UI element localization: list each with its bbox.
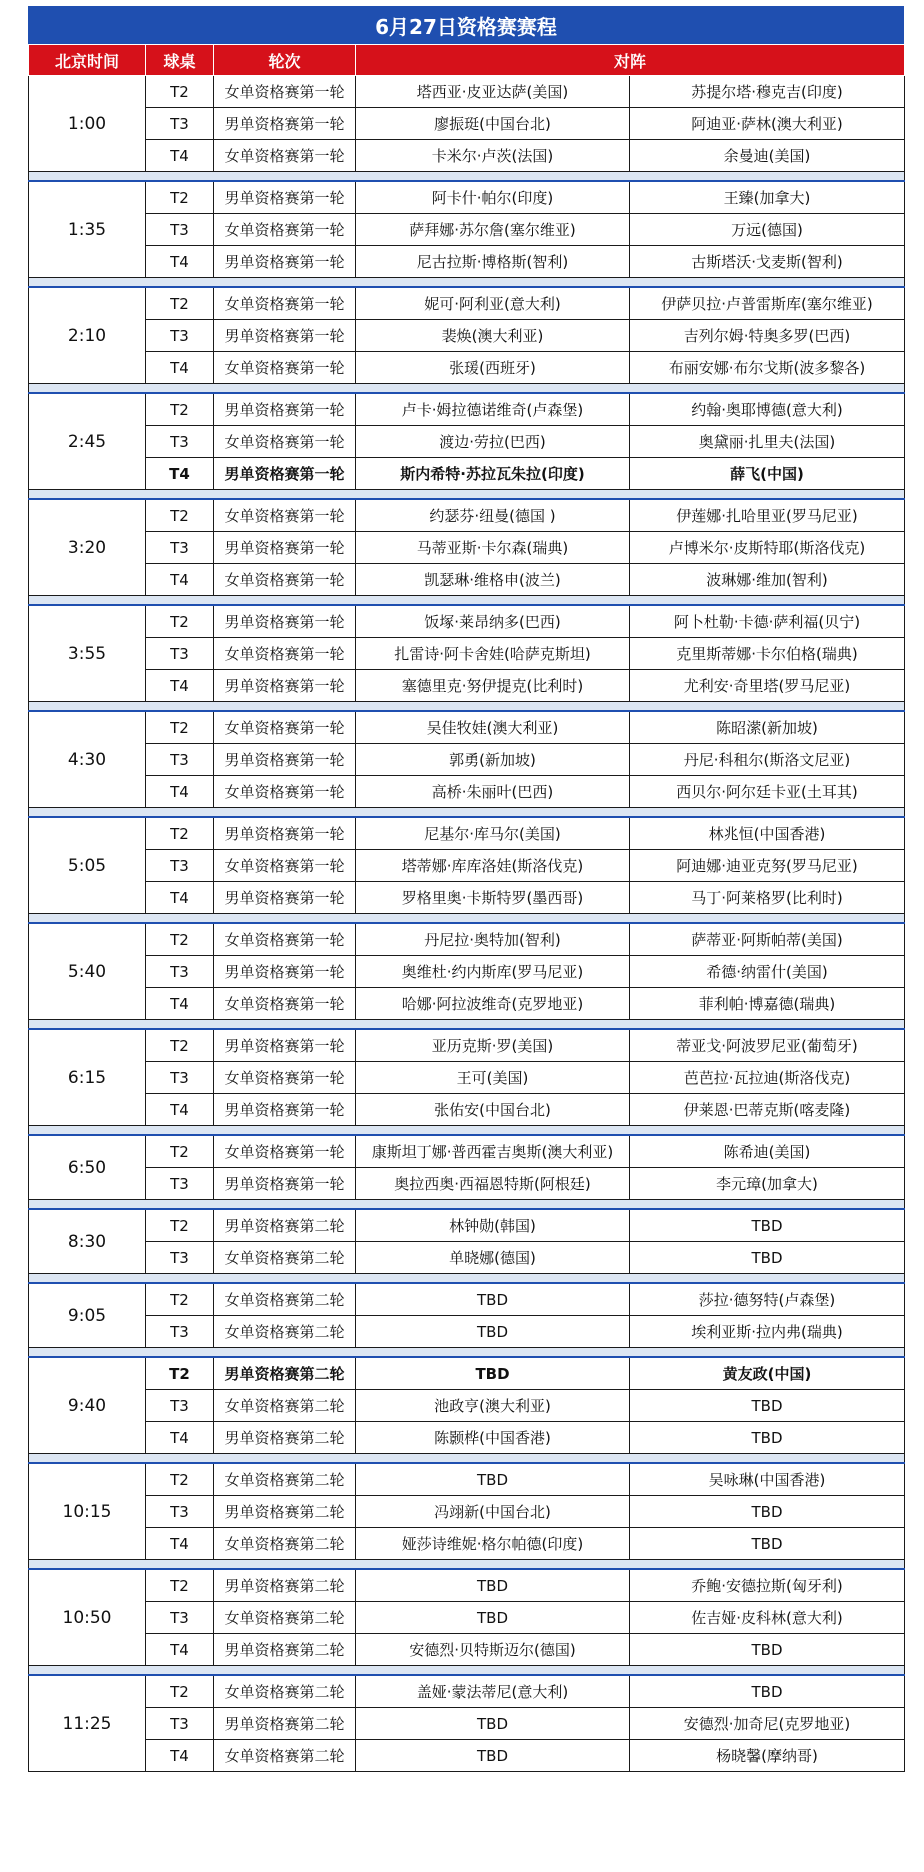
header-table: 球桌 (146, 45, 214, 76)
table-row (29, 850, 905, 882)
table-cell: T2 (146, 1569, 214, 1602)
round-cell: 女单资格赛第一轮 (214, 76, 356, 108)
player1-cell: 盖娅·蒙法蒂尼(意大利) (356, 1675, 630, 1708)
round-cell: 男单资格赛第二轮 (214, 1708, 356, 1740)
player1-cell: 塔西亚·皮亚达萨(美国) (356, 76, 630, 108)
player1-cell: TBD (356, 1708, 630, 1740)
table-row (29, 564, 905, 596)
slot-separator (29, 172, 905, 182)
round-cell: 女单资格赛第一轮 (214, 1135, 356, 1168)
table-row (29, 320, 905, 352)
player2-cell: 马丁·阿莱格罗(比利时) (630, 882, 905, 914)
player2-cell: 陈昭潆(新加坡) (630, 711, 905, 744)
table-cell: T4 (146, 1422, 214, 1454)
table-cell: T3 (146, 1242, 214, 1274)
player1-cell: 马蒂亚斯·卡尔森(瑞典) (356, 532, 630, 564)
player2-cell: 吴咏琳(中国香港) (630, 1463, 905, 1496)
table-cell: T4 (146, 1528, 214, 1560)
player2-cell: 萨蒂亚·阿斯帕蒂(美国) (630, 923, 905, 956)
round-cell: 男单资格赛第一轮 (214, 956, 356, 988)
table-cell: T2 (146, 499, 214, 532)
round-cell: 女单资格赛第一轮 (214, 638, 356, 670)
round-cell: 男单资格赛第一轮 (214, 532, 356, 564)
table-cell: T3 (146, 638, 214, 670)
player1-cell: 奥拉西奥·西福恩特斯(阿根廷) (356, 1168, 630, 1200)
round-cell: 男单资格赛第一轮 (214, 744, 356, 776)
table-row (29, 1528, 905, 1560)
table-cell: T4 (146, 988, 214, 1020)
player1-cell: 扎雷诗·阿卡舍娃(哈萨克斯坦) (356, 638, 630, 670)
slot-separator (29, 1454, 905, 1464)
round-cell: 男单资格赛第一轮 (214, 393, 356, 426)
player1-cell: 约瑟芬·纽曼(德国 ) (356, 499, 630, 532)
round-cell: 男单资格赛第一轮 (214, 246, 356, 278)
table-row (29, 108, 905, 140)
player2-cell: 菲利帕·博嘉德(瑞典) (630, 988, 905, 1020)
round-cell: 女单资格赛第一轮 (214, 499, 356, 532)
round-cell: 男单资格赛第二轮 (214, 1569, 356, 1602)
table-row (29, 1029, 905, 1062)
time-cell: 3:20 (29, 499, 146, 596)
round-cell: 男单资格赛第一轮 (214, 108, 356, 140)
table-cell: T2 (146, 1209, 214, 1242)
slot-separator (29, 808, 905, 818)
table-row (29, 744, 905, 776)
player1-cell: 丹尼拉·奥特加(智利) (356, 923, 630, 956)
table-cell: T3 (146, 108, 214, 140)
round-cell: 女单资格赛第一轮 (214, 426, 356, 458)
separator-cell (29, 1126, 905, 1136)
player2-cell: TBD (630, 1496, 905, 1528)
player2-cell: 卢博米尔·皮斯特耶(斯洛伐克) (630, 532, 905, 564)
player2-cell: 约翰·奥耶博德(意大利) (630, 393, 905, 426)
player2-cell: 古斯塔沃·戈麦斯(智利) (630, 246, 905, 278)
table-cell: T4 (146, 458, 214, 490)
round-cell: 男单资格赛第一轮 (214, 605, 356, 638)
player1-cell: 尼基尔·库马尔(美国) (356, 817, 630, 850)
round-cell: 男单资格赛第二轮 (214, 1634, 356, 1666)
player2-cell: 陈希迪(美国) (630, 1135, 905, 1168)
player1-cell: 张瑗(西班牙) (356, 352, 630, 384)
table-row (29, 214, 905, 246)
player2-cell: 安德烈·加奇尼(克罗地亚) (630, 1708, 905, 1740)
player1-cell: 郭勇(新加坡) (356, 744, 630, 776)
table-cell: T2 (146, 817, 214, 850)
player2-cell: 薛飞(中国) (630, 458, 905, 490)
time-cell: 9:40 (29, 1357, 146, 1454)
separator-cell (29, 172, 905, 182)
table-header (29, 45, 905, 76)
table-cell: T3 (146, 850, 214, 882)
table-row (29, 817, 905, 850)
round-cell: 女单资格赛第二轮 (214, 1528, 356, 1560)
time-cell: 6:15 (29, 1029, 146, 1126)
player2-cell: 余曼迪(美国) (630, 140, 905, 172)
player1-cell: 斯内希特·苏拉瓦朱拉(印度) (356, 458, 630, 490)
player1-cell: 单晓娜(德国) (356, 1242, 630, 1274)
player1-cell: 尼古拉斯·博格斯(智利) (356, 246, 630, 278)
table-cell: T4 (146, 140, 214, 172)
player2-cell: 苏提尔塔·穆克吉(印度) (630, 76, 905, 108)
table-cell: T3 (146, 1316, 214, 1348)
player1-cell: 塔蒂娜·库库洛娃(斯洛伐克) (356, 850, 630, 882)
player2-cell: 乔鲍·安德拉斯(匈牙利) (630, 1569, 905, 1602)
table-row (29, 1569, 905, 1602)
player1-cell: 罗格里奥·卡斯特罗(墨西哥) (356, 882, 630, 914)
player1-cell: 冯翊新(中国台北) (356, 1496, 630, 1528)
table-cell: T2 (146, 1675, 214, 1708)
table-row (29, 181, 905, 214)
slot-separator (29, 1020, 905, 1030)
table-cell: T2 (146, 1135, 214, 1168)
player2-cell: 波琳娜·维加(智利) (630, 564, 905, 596)
player1-cell: 林钟勋(韩国) (356, 1209, 630, 1242)
slot-separator (29, 1666, 905, 1676)
table-cell: T3 (146, 1390, 214, 1422)
player2-cell: 李元璋(加拿大) (630, 1168, 905, 1200)
table-row (29, 1634, 905, 1666)
round-cell: 女单资格赛第一轮 (214, 140, 356, 172)
table-cell: T4 (146, 1094, 214, 1126)
player2-cell: 吉列尔姆·特奥多罗(巴西) (630, 320, 905, 352)
table-row (29, 1062, 905, 1094)
slot-separator (29, 702, 905, 712)
table-row (29, 76, 905, 108)
round-cell: 男单资格赛第一轮 (214, 458, 356, 490)
round-cell: 女单资格赛第二轮 (214, 1463, 356, 1496)
player1-cell: 阿卡什·帕尔(印度) (356, 181, 630, 214)
round-cell: 男单资格赛第一轮 (214, 670, 356, 702)
table-cell: T3 (146, 1062, 214, 1094)
player1-cell: 张佑安(中国台北) (356, 1094, 630, 1126)
round-cell: 男单资格赛第一轮 (214, 817, 356, 850)
player2-cell: 伊萨贝拉·卢普雷斯库(塞尔维亚) (630, 287, 905, 320)
time-cell: 2:10 (29, 287, 146, 384)
table-cell: T4 (146, 352, 214, 384)
separator-cell (29, 1020, 905, 1030)
time-cell: 4:30 (29, 711, 146, 808)
table-row (29, 1390, 905, 1422)
player2-cell: TBD (630, 1390, 905, 1422)
table-row (29, 1135, 905, 1168)
table-row (29, 605, 905, 638)
table-cell: T4 (146, 564, 214, 596)
time-cell: 3:55 (29, 605, 146, 702)
round-cell: 男单资格赛第一轮 (214, 320, 356, 352)
time-cell: 1:00 (29, 76, 146, 172)
table-row (29, 499, 905, 532)
round-cell: 女单资格赛第一轮 (214, 776, 356, 808)
player2-cell: 克里斯蒂娜·卡尔伯格(瑞典) (630, 638, 905, 670)
time-cell: 10:50 (29, 1569, 146, 1666)
separator-cell (29, 702, 905, 712)
player2-cell: TBD (630, 1422, 905, 1454)
round-cell: 女单资格赛第一轮 (214, 850, 356, 882)
player2-cell: 布丽安娜·布尔戈斯(波多黎各) (630, 352, 905, 384)
table-row (29, 458, 905, 490)
player2-cell: 奥黛丽·扎里夫(法国) (630, 426, 905, 458)
table-row (29, 1316, 905, 1348)
player2-cell: 王臻(加拿大) (630, 181, 905, 214)
player1-cell: TBD (356, 1602, 630, 1634)
player1-cell: TBD (356, 1357, 630, 1390)
round-cell: 女单资格赛第一轮 (214, 988, 356, 1020)
table-row (29, 287, 905, 320)
table-cell: T3 (146, 1708, 214, 1740)
round-cell: 男单资格赛第二轮 (214, 1422, 356, 1454)
player1-cell: TBD (356, 1283, 630, 1316)
round-cell: 男单资格赛第二轮 (214, 1357, 356, 1390)
round-cell: 女单资格赛第一轮 (214, 711, 356, 744)
player2-cell: 莎拉·德努特(卢森堡) (630, 1283, 905, 1316)
table-row (29, 988, 905, 1020)
time-cell: 10:15 (29, 1463, 146, 1560)
round-cell: 女单资格赛第二轮 (214, 1283, 356, 1316)
table-cell: T2 (146, 1357, 214, 1390)
player1-cell: 娅莎诗维妮·格尔帕德(印度) (356, 1528, 630, 1560)
player2-cell: TBD (630, 1528, 905, 1560)
player2-cell: 蒂亚戈·阿波罗尼亚(葡萄牙) (630, 1029, 905, 1062)
round-cell: 男单资格赛第一轮 (214, 181, 356, 214)
player2-cell: 万远(德国) (630, 214, 905, 246)
header-matchup: 对阵 (356, 45, 905, 76)
slot-separator (29, 1274, 905, 1284)
player1-cell: 饭塚·莱昂纳多(巴西) (356, 605, 630, 638)
table-row (29, 393, 905, 426)
table-row (29, 1463, 905, 1496)
table-row (29, 776, 905, 808)
time-cell: 5:05 (29, 817, 146, 914)
time-cell: 1:35 (29, 181, 146, 278)
slot-separator (29, 490, 905, 500)
schedule-table (28, 44, 905, 1772)
player1-cell: 妮可·阿利亚(意大利) (356, 287, 630, 320)
table-cell: T3 (146, 214, 214, 246)
table-row (29, 352, 905, 384)
player1-cell: 凯瑟琳·维格申(波兰) (356, 564, 630, 596)
table-cell: T2 (146, 393, 214, 426)
player1-cell: 卡米尔·卢茨(法国) (356, 140, 630, 172)
table-cell: T2 (146, 1283, 214, 1316)
table-body (29, 76, 905, 1772)
player2-cell: 伊莱恩·巴蒂克斯(喀麦隆) (630, 1094, 905, 1126)
player1-cell: 哈娜·阿拉波维奇(克罗地亚) (356, 988, 630, 1020)
table-cell: T2 (146, 711, 214, 744)
time-cell: 11:25 (29, 1675, 146, 1772)
round-cell: 男单资格赛第二轮 (214, 1496, 356, 1528)
player2-cell: TBD (630, 1242, 905, 1274)
table-row (29, 670, 905, 702)
table-row (29, 956, 905, 988)
player2-cell: 西贝尔·阿尔廷卡亚(土耳其) (630, 776, 905, 808)
table-row (29, 1496, 905, 1528)
table-row (29, 1675, 905, 1708)
round-cell: 男单资格赛第一轮 (214, 1094, 356, 1126)
table-row (29, 711, 905, 744)
player2-cell: 佐吉娅·皮科林(意大利) (630, 1602, 905, 1634)
slot-separator (29, 914, 905, 924)
player2-cell: 丹尼·科租尔(斯洛文尼亚) (630, 744, 905, 776)
table-row (29, 1422, 905, 1454)
table-row (29, 1242, 905, 1274)
player1-cell: 陈颢桦(中国香港) (356, 1422, 630, 1454)
table-cell: T4 (146, 1740, 214, 1772)
round-cell: 女单资格赛第二轮 (214, 1740, 356, 1772)
separator-cell (29, 1348, 905, 1358)
table-cell: T3 (146, 1168, 214, 1200)
player1-cell: 王可(美国) (356, 1062, 630, 1094)
round-cell: 女单资格赛第二轮 (214, 1602, 356, 1634)
time-cell: 6:50 (29, 1135, 146, 1200)
table-row (29, 1357, 905, 1390)
slot-separator (29, 1126, 905, 1136)
time-cell: 2:45 (29, 393, 146, 490)
separator-cell (29, 596, 905, 606)
table-row (29, 140, 905, 172)
table-cell: T2 (146, 76, 214, 108)
table-row (29, 1209, 905, 1242)
player1-cell: 渡边·劳拉(巴西) (356, 426, 630, 458)
table-cell: T2 (146, 1029, 214, 1062)
round-cell: 男单资格赛第二轮 (214, 1209, 356, 1242)
player1-cell: 康斯坦丁娜·普西霍吉奥斯(澳大利亚) (356, 1135, 630, 1168)
table-cell: T2 (146, 605, 214, 638)
round-cell: 男单资格赛第一轮 (214, 1168, 356, 1200)
player1-cell: 卢卡·姆拉德诺维奇(卢森堡) (356, 393, 630, 426)
player1-cell: 廖振珽(中国台北) (356, 108, 630, 140)
table-cell: T4 (146, 670, 214, 702)
separator-cell (29, 278, 905, 288)
round-cell: 女单资格赛第一轮 (214, 1062, 356, 1094)
player1-cell: 亚历克斯·罗(美国) (356, 1029, 630, 1062)
table-cell: T3 (146, 1602, 214, 1634)
player1-cell: 吴佳牧娃(澳大利亚) (356, 711, 630, 744)
player2-cell: 阿卜杜勒·卡德·萨利福(贝宁) (630, 605, 905, 638)
round-cell: 女单资格赛第一轮 (214, 564, 356, 596)
round-cell: 女单资格赛第二轮 (214, 1242, 356, 1274)
player1-cell: 萨拜娜·苏尔詹(塞尔维亚) (356, 214, 630, 246)
round-cell: 女单资格赛第二轮 (214, 1675, 356, 1708)
player2-cell: 尤利安·奇里塔(罗马尼亚) (630, 670, 905, 702)
player2-cell: TBD (630, 1209, 905, 1242)
player2-cell: 黄友政(中国) (630, 1357, 905, 1390)
table-cell: T3 (146, 426, 214, 458)
header-time: 北京时间 (29, 45, 146, 76)
table-row (29, 1708, 905, 1740)
separator-cell (29, 914, 905, 924)
player2-cell: 阿迪亚·萨林(澳大利亚) (630, 108, 905, 140)
player1-cell: TBD (356, 1463, 630, 1496)
player2-cell: TBD (630, 1634, 905, 1666)
round-cell: 女单资格赛第二轮 (214, 1316, 356, 1348)
table-cell: T4 (146, 246, 214, 278)
player2-cell: 埃利亚斯·拉内弗(瑞典) (630, 1316, 905, 1348)
round-cell: 女单资格赛第一轮 (214, 352, 356, 384)
table-cell: T4 (146, 776, 214, 808)
table-row (29, 1740, 905, 1772)
round-cell: 女单资格赛第一轮 (214, 214, 356, 246)
player2-cell: 林兆恒(中国香港) (630, 817, 905, 850)
round-cell: 女单资格赛第二轮 (214, 1390, 356, 1422)
separator-cell (29, 1560, 905, 1570)
separator-cell (29, 1454, 905, 1464)
separator-cell (29, 490, 905, 500)
table-row (29, 638, 905, 670)
table-cell: T4 (146, 1634, 214, 1666)
table-row (29, 1283, 905, 1316)
table-cell: T3 (146, 532, 214, 564)
player2-cell: 阿迪娜·迪亚克努(罗马尼亚) (630, 850, 905, 882)
round-cell: 男单资格赛第一轮 (214, 1029, 356, 1062)
table-cell: T3 (146, 744, 214, 776)
player2-cell: 希德·纳雷什(美国) (630, 956, 905, 988)
header-round: 轮次 (214, 45, 356, 76)
separator-cell (29, 1274, 905, 1284)
slot-separator (29, 278, 905, 288)
player2-cell: 芭芭拉·瓦拉迪(斯洛伐克) (630, 1062, 905, 1094)
slot-separator (29, 1348, 905, 1358)
slot-separator (29, 1200, 905, 1210)
player1-cell: TBD (356, 1740, 630, 1772)
player1-cell: 高桥·朱丽叶(巴西) (356, 776, 630, 808)
player1-cell: 奥维杜·约内斯库(罗马尼亚) (356, 956, 630, 988)
table-cell: T2 (146, 287, 214, 320)
header-row (29, 45, 905, 76)
player1-cell: 安德烈·贝特斯迈尔(德国) (356, 1634, 630, 1666)
table-cell: T4 (146, 882, 214, 914)
table-row (29, 1168, 905, 1200)
time-cell: 9:05 (29, 1283, 146, 1348)
table-cell: T2 (146, 181, 214, 214)
table-cell: T3 (146, 956, 214, 988)
table-row (29, 1094, 905, 1126)
slot-separator (29, 596, 905, 606)
separator-cell (29, 808, 905, 818)
round-cell: 女单资格赛第一轮 (214, 287, 356, 320)
separator-cell (29, 384, 905, 394)
table-row (29, 1602, 905, 1634)
table-cell: T3 (146, 320, 214, 352)
table-cell: T3 (146, 1496, 214, 1528)
table-cell: T2 (146, 923, 214, 956)
player1-cell: 池政亨(澳大利亚) (356, 1390, 630, 1422)
player2-cell: 伊莲娜·扎哈里亚(罗马尼亚) (630, 499, 905, 532)
table-row (29, 426, 905, 458)
table-row (29, 923, 905, 956)
player2-cell: TBD (630, 1675, 905, 1708)
player1-cell: 塞德里克·努伊提克(比利时) (356, 670, 630, 702)
page-title: 6月27日资格赛赛程 (28, 6, 904, 44)
player1-cell: 裴焕(澳大利亚) (356, 320, 630, 352)
slot-separator (29, 384, 905, 394)
player2-cell: 杨晓馨(摩纳哥) (630, 1740, 905, 1772)
slot-separator (29, 1560, 905, 1570)
table-row (29, 882, 905, 914)
table-cell: T2 (146, 1463, 214, 1496)
separator-cell (29, 1200, 905, 1210)
time-cell: 5:40 (29, 923, 146, 1020)
player1-cell: TBD (356, 1316, 630, 1348)
player1-cell: TBD (356, 1569, 630, 1602)
round-cell: 女单资格赛第一轮 (214, 923, 356, 956)
separator-cell (29, 1666, 905, 1676)
round-cell: 男单资格赛第一轮 (214, 882, 356, 914)
table-row (29, 532, 905, 564)
table-row (29, 246, 905, 278)
time-cell: 8:30 (29, 1209, 146, 1274)
